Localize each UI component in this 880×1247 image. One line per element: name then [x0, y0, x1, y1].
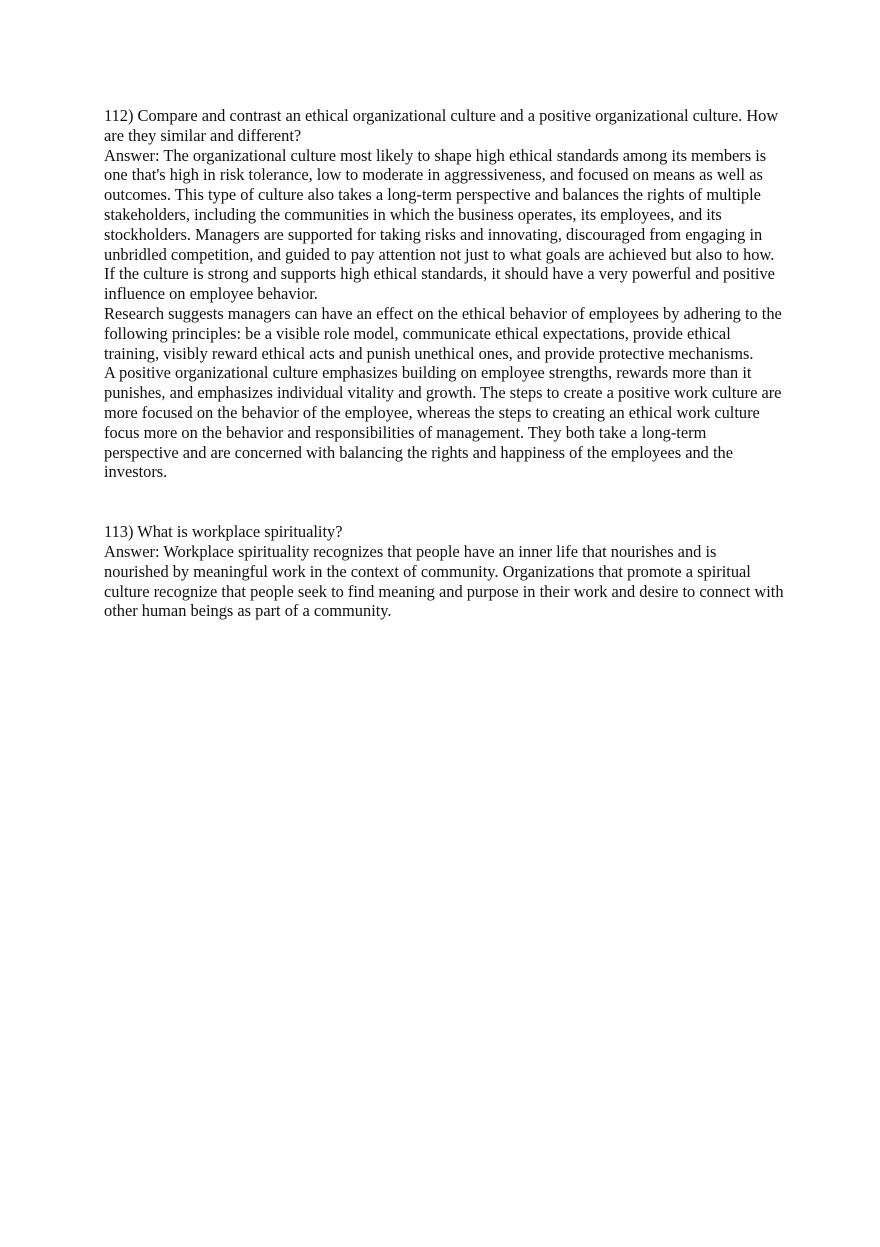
answer-paragraph: A positive organizational culture emphasizes building on employee strengths, rewards more than it punishes, and emphasizes individual vitality and growth. The steps to create a positive work culture are more focused on the behavior of the employee, whereas the steps to creating an ethical work culture focus more on the behavior and responsibilities of management. They both take a long-term perspective and are concerned with balancing the rights and happiness of the employees and the investors. [104, 363, 782, 482]
question-113 [104, 522, 784, 621]
question-prompt: 113) What is workplace spirituality? [104, 522, 343, 542]
question-answer: Answer: The organizational culture most likely to shape high ethical standards among its members is one that's high in risk tolerance, low to moderate in aggressiveness, and focused on means as well as outcomes. This type of culture also takes a long-term perspective and balances the rights of multiple stakeholders, including the communities in which the business operates, its employees, and its stockholders. Managers are supported for taking risks and innovating, discouraged from engaging in unbridled competition, and guided to pay attention not just to what goals are achieved but also to how. If the culture is strong and supports high ethical standards, it should have a very powerful and positive influence on employee behavior. [104, 145, 775, 304]
spacer [104, 482, 784, 522]
document-page [104, 106, 784, 621]
question-prompt: 112) Compare and contrast an ethical organizational culture and a positive organizational culture. How are they similar and different? [104, 106, 779, 145]
answer-paragraph: Research suggests managers can have an effect on the ethical behavior of employees by adhering to the following principles: be a visible role model, communicate ethical expectations, provide ethical training, visibly reward ethical acts and punish unethical ones, and provide protective mechanisms. [104, 303, 782, 363]
question-answer: Answer: Workplace spirituality recognizes that people have an inner life that nourishes and is nourished by meaningful work in the context of community. Organizations that promote a spiritual culture recognize that people seek to find meaning and purpose in their work and desire to connect with other human beings as part of a community. [104, 541, 784, 621]
question-112 [104, 106, 784, 482]
